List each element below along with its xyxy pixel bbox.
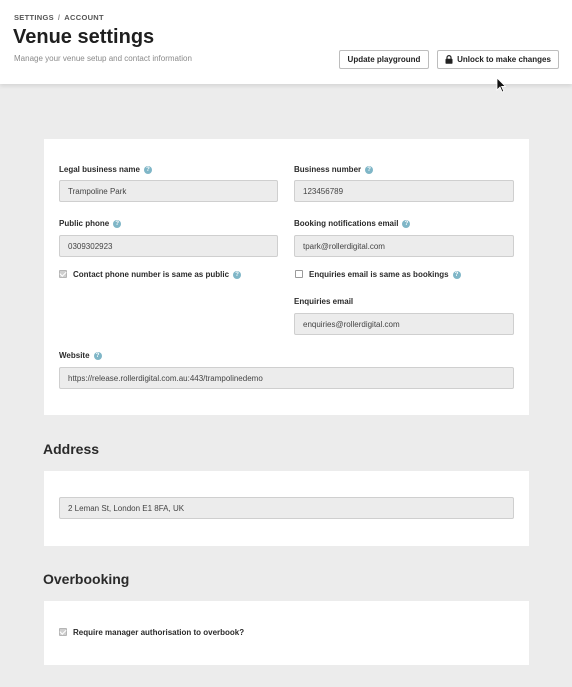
public-phone-label-text: Public phone: [59, 219, 110, 228]
booking-notifications-email-label: [294, 219, 410, 228]
website-label-text: Website: [59, 351, 90, 360]
mouse-pointer-icon: [496, 77, 506, 93]
website-field[interactable]: https://release.rollerdigital.com.au:443/trampolinedemo: [59, 367, 514, 389]
legal-business-name-field[interactable]: Trampoline Park: [59, 180, 278, 202]
website-label: [59, 351, 102, 360]
page-subtitle: Manage your venue setup and contact information: [14, 54, 192, 63]
help-icon[interactable]: ?: [453, 271, 461, 279]
help-icon[interactable]: ?: [402, 220, 410, 228]
breadcrumb: [14, 13, 104, 22]
page-header: [0, 0, 572, 84]
address-field[interactable]: 2 Leman St, London E1 8FA, UK: [59, 497, 514, 519]
business-number-field[interactable]: 123456789: [294, 180, 514, 202]
contact-same-as-public-label: [73, 270, 241, 279]
help-icon[interactable]: ?: [365, 166, 373, 174]
update-playground-button[interactable]: Update playground: [339, 50, 429, 69]
lock-icon: [445, 55, 453, 64]
help-icon[interactable]: ?: [113, 220, 121, 228]
unlock-button-label: Unlock to make changes: [457, 55, 551, 64]
enquiries-email-label: Enquiries email: [294, 297, 354, 306]
address-section-title: Address: [43, 441, 100, 457]
unlock-button[interactable]: [437, 50, 559, 69]
contact-same-as-public-label-text: Contact phone number is same as public: [73, 270, 230, 279]
enquiries-same-as-bookings-label: [309, 270, 461, 279]
help-icon[interactable]: ?: [233, 271, 241, 279]
breadcrumb-separator: /: [57, 13, 61, 22]
enquiries-same-as-bookings-checkbox[interactable]: [295, 270, 303, 278]
contact-same-as-public-checkbox[interactable]: [59, 270, 67, 278]
enquiries-same-as-bookings-label-text: Enquiries email is same as bookings: [309, 270, 449, 279]
enquiries-email-field[interactable]: enquiries@rollerdigital.com: [294, 313, 514, 335]
help-icon[interactable]: ?: [144, 166, 152, 174]
business-number-label: [294, 165, 373, 174]
booking-notifications-email-field[interactable]: tpark@rollerdigital.com: [294, 235, 514, 257]
booking-notifications-email-label-text: Booking notifications email: [294, 219, 399, 228]
require-manager-authorisation-checkbox[interactable]: [59, 628, 67, 636]
public-phone-field[interactable]: 0309302923: [59, 235, 278, 257]
help-icon[interactable]: ?: [94, 352, 102, 360]
business-number-label-text: Business number: [294, 165, 362, 174]
breadcrumb-account[interactable]: ACCOUNT: [64, 13, 104, 22]
legal-business-name-label-text: Legal business name: [59, 165, 140, 174]
legal-business-name-label: [59, 165, 152, 174]
breadcrumb-settings[interactable]: SETTINGS: [14, 13, 54, 22]
require-manager-authorisation-label: Require manager authorisation to overbook?: [73, 628, 245, 637]
public-phone-label: [59, 219, 121, 228]
page-title: Venue settings: [13, 26, 155, 48]
overbooking-section-title: Overbooking: [43, 571, 130, 587]
